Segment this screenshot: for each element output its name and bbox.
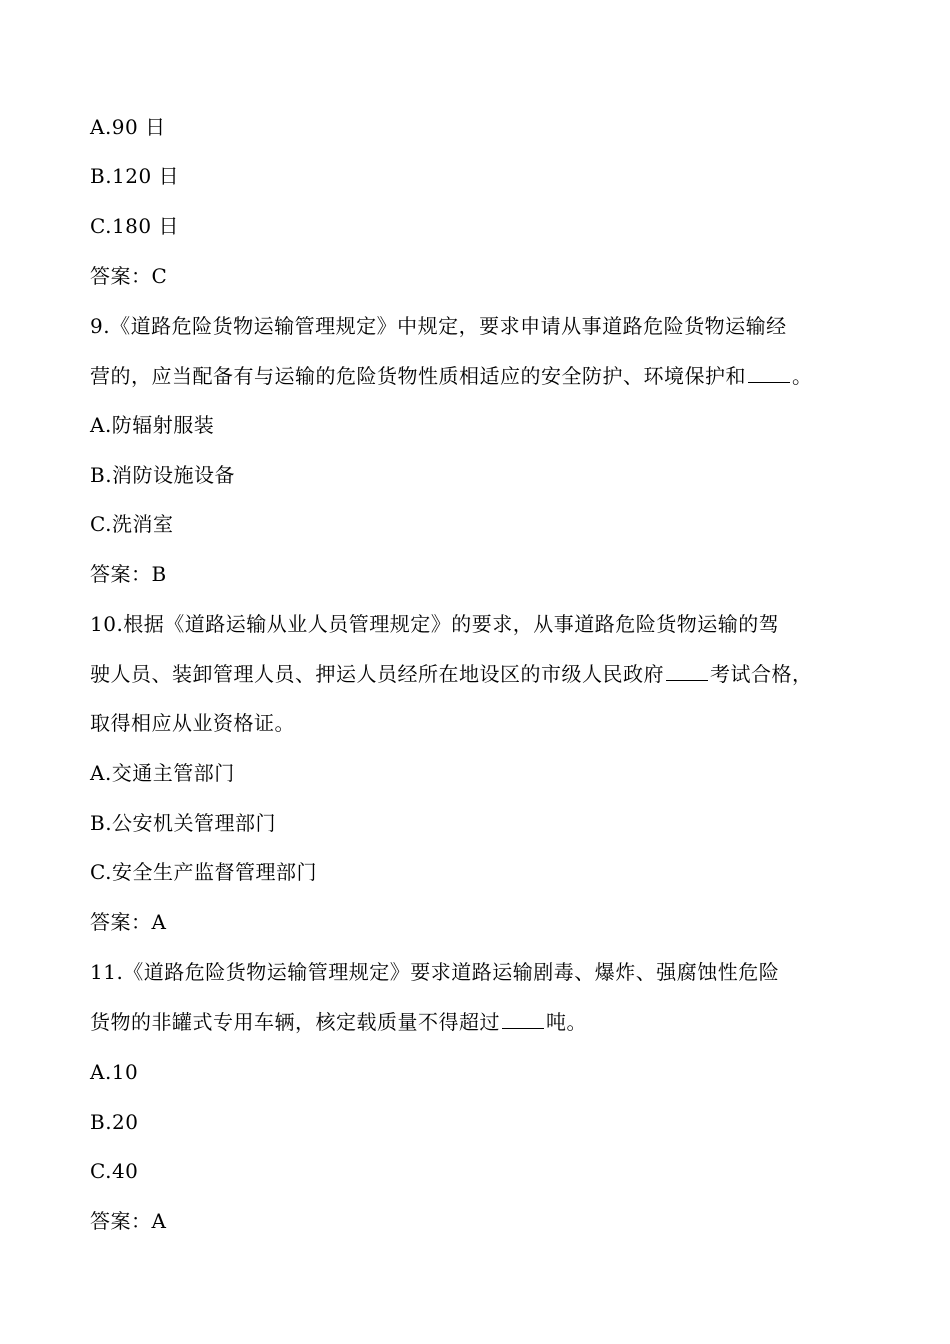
q11-fill-blank bbox=[502, 1010, 544, 1029]
q11-option-c: C.40 bbox=[90, 1159, 139, 1183]
q9-stem-line-2-text: 营的，应当配备有与运输的危险货物性质相适应的安全防护、环境保护和 bbox=[90, 364, 746, 388]
q9-fill-blank bbox=[748, 364, 790, 383]
q11-stem-line-1: 11.《道路危险货物运输管理规定》要求道路运输剧毒、爆炸、强腐蚀性危险 bbox=[90, 960, 780, 984]
q10-stem-line-3: 取得相应从业资格证。 bbox=[90, 711, 295, 735]
q10-stem-line-2-text: 驶人员、装卸管理人员、押运人员经所在地设区的市级人民政府 bbox=[90, 662, 664, 686]
q10-stem-line-2 bbox=[90, 660, 813, 688]
q11-answer: 答案：A bbox=[90, 1209, 167, 1233]
q9-option-b: B.消防设施设备 bbox=[90, 463, 236, 487]
q9-stem-line-2-end: 。 bbox=[792, 364, 813, 388]
q9-option-c: C.洗消室 bbox=[90, 512, 174, 536]
q10-option-c: C.安全生产监督管理部门 bbox=[90, 860, 317, 884]
q9-stem-line-2 bbox=[90, 362, 813, 390]
q8-option-c: C.180 日 bbox=[90, 214, 179, 238]
q8-option-b: B.120 日 bbox=[90, 164, 180, 188]
q10-stem-line-2-end: 考试合格， bbox=[710, 662, 813, 686]
q11-stem-line-2-end: 吨。 bbox=[546, 1010, 587, 1034]
q8-answer: 答案：C bbox=[90, 264, 168, 288]
q8-option-a: A.90 日 bbox=[90, 115, 166, 139]
q9-answer: 答案：B bbox=[90, 562, 167, 586]
q10-option-a: A.交通主管部门 bbox=[90, 761, 235, 785]
q10-stem-line-1: 10.根据《道路运输从业人员管理规定》的要求，从事道路危险货物运输的驾 bbox=[90, 612, 780, 636]
q9-option-a: A.防辐射服装 bbox=[90, 413, 215, 437]
q11-stem-line-2-text: 货物的非罐式专用车辆，核定载质量不得超过 bbox=[90, 1010, 500, 1034]
q11-stem-line-2 bbox=[90, 1008, 587, 1036]
q11-option-a: A.10 bbox=[90, 1060, 139, 1084]
q11-option-b: B.20 bbox=[90, 1110, 139, 1134]
q10-fill-blank bbox=[666, 662, 708, 681]
q10-option-b: B.公安机关管理部门 bbox=[90, 811, 277, 835]
q10-answer: 答案：A bbox=[90, 910, 167, 934]
q9-stem-line-1: 9.《道路危险货物运输管理规定》中规定，要求申请从事道路危险货物运输经 bbox=[90, 314, 787, 338]
